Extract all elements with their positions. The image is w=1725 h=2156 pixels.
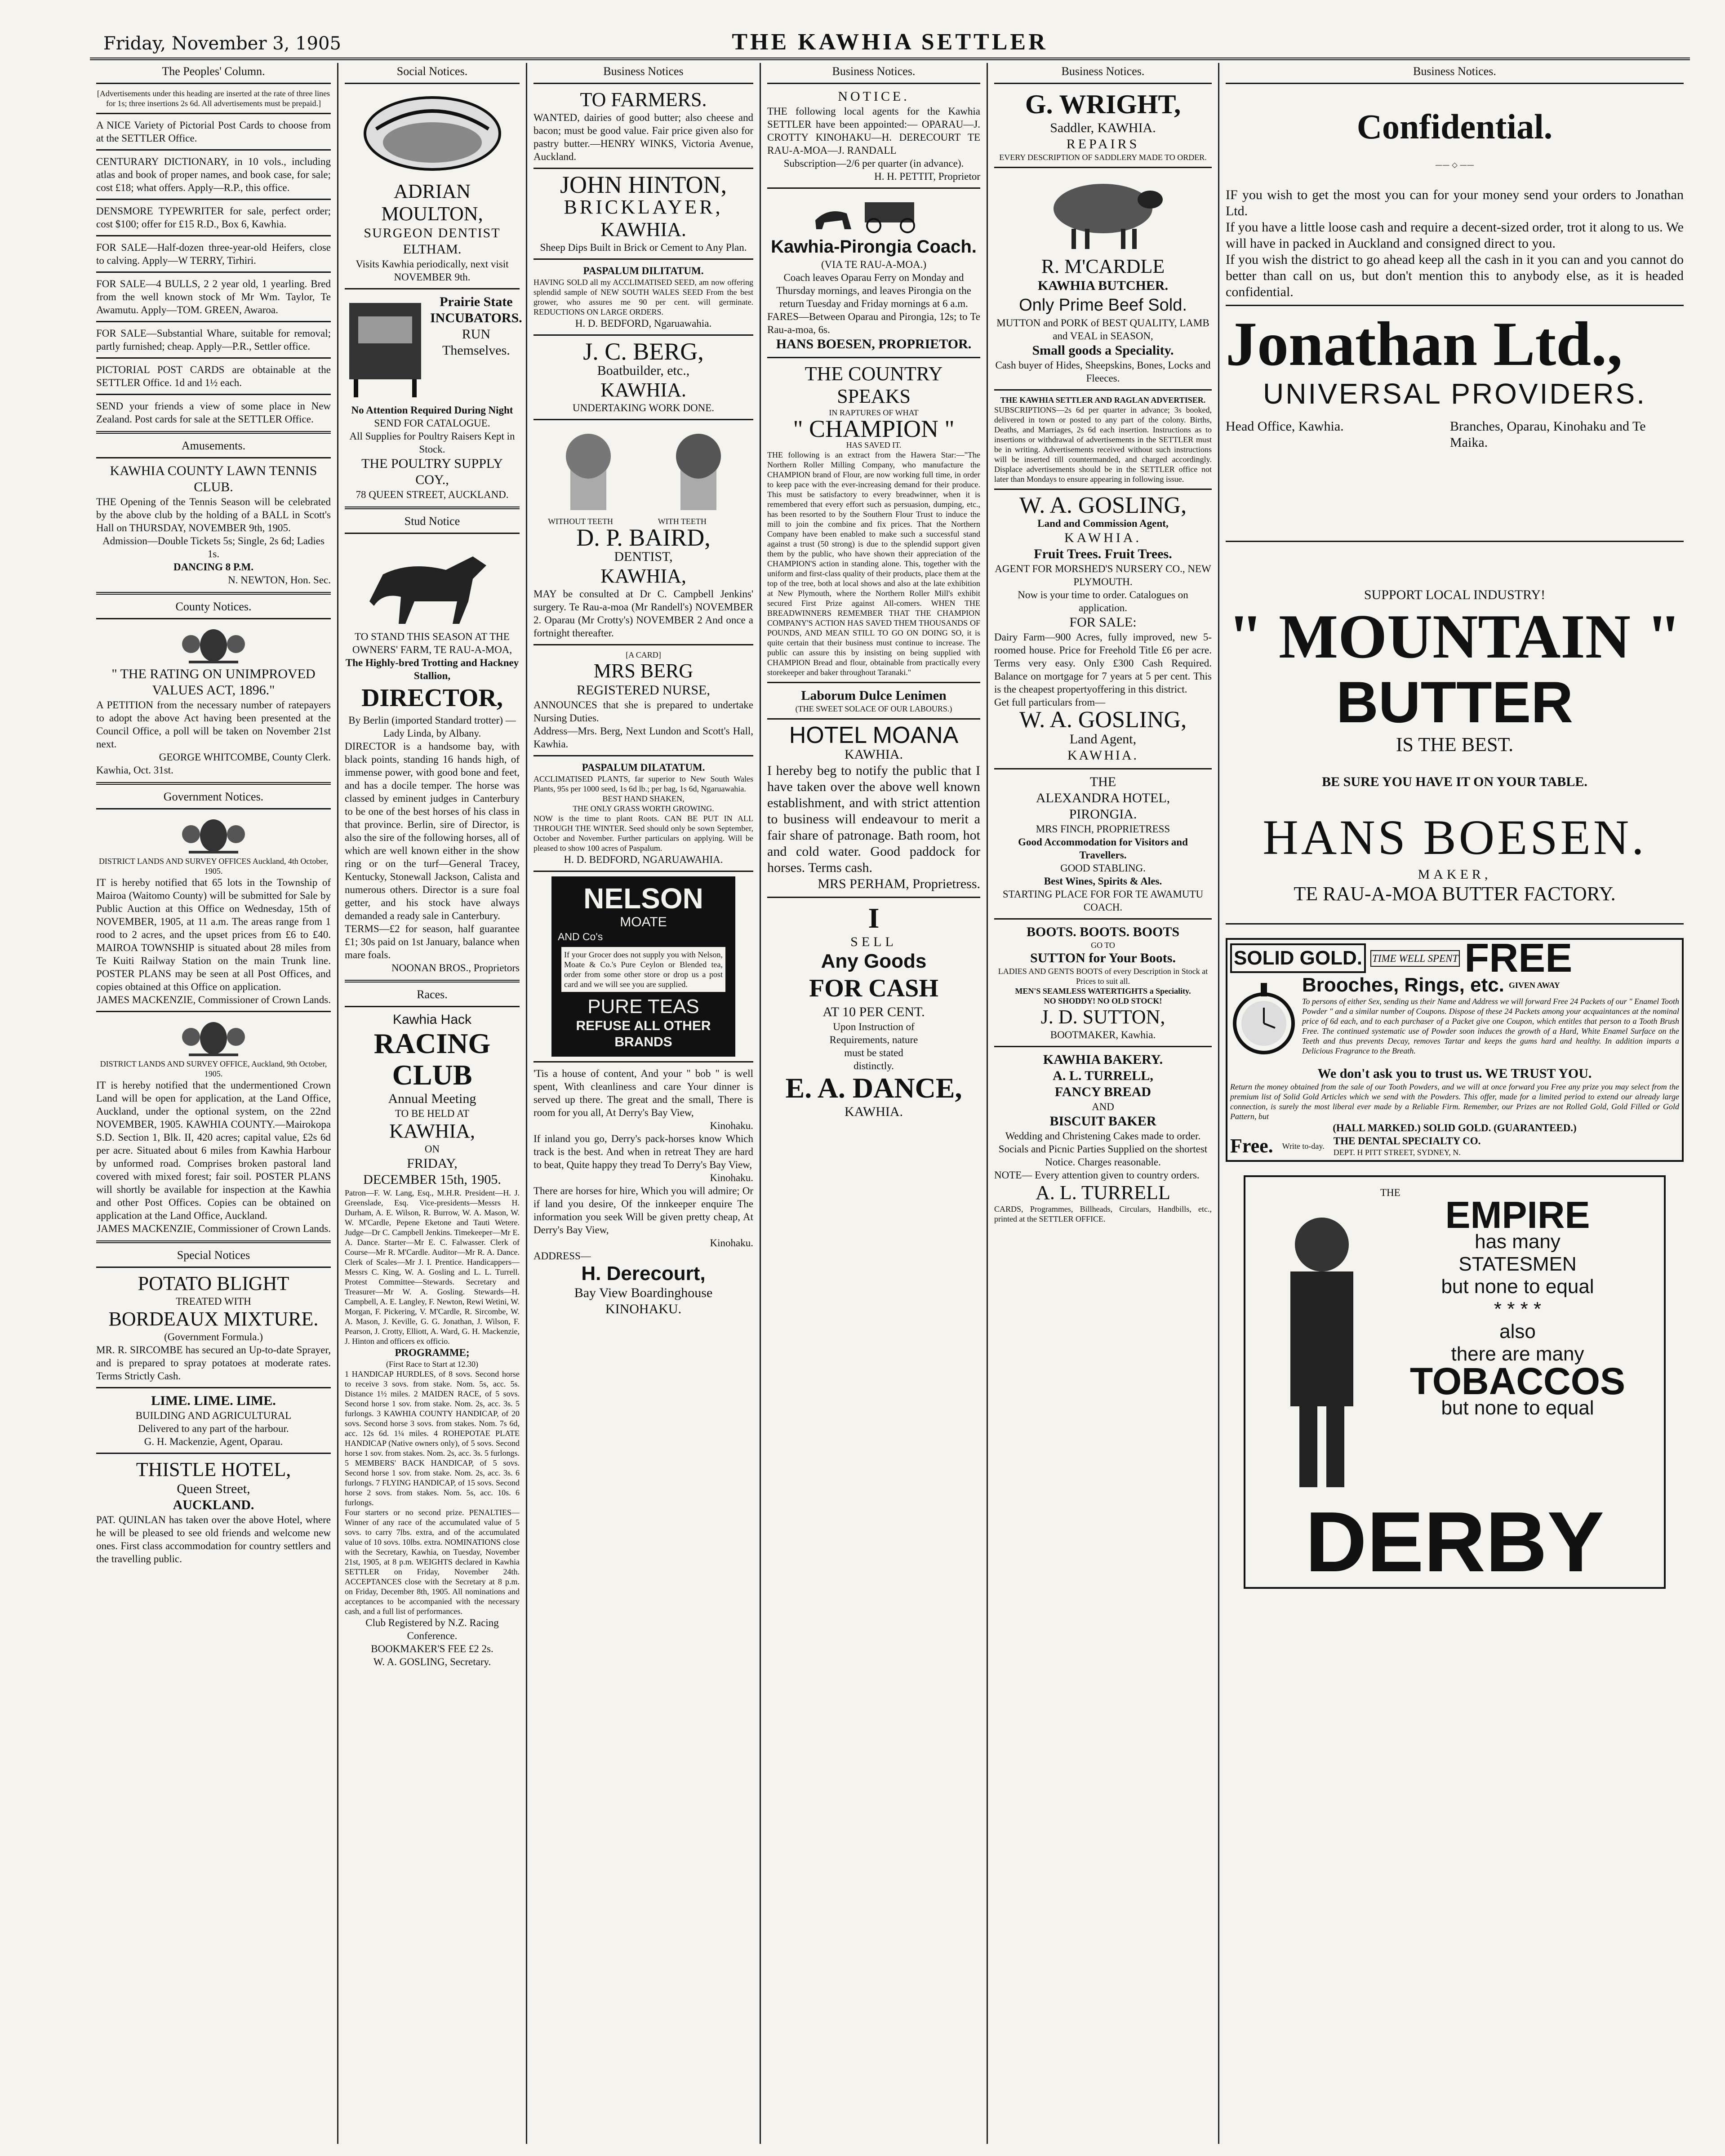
derby-brand: DERBY [1305,1494,1605,1590]
section-heading: Stud Notice [404,515,460,528]
incubator-company: THE POULTRY SUPPLY COY., [361,456,503,487]
section-heading: Government Notices. [163,790,264,803]
derecourt-name: H. Derecourt, [581,1262,706,1285]
govt-notice-header: DISTRICT LANDS AND SURVEY OFFICE, Auckland, 9th October, 1905. [100,1059,327,1078]
section-heading: Special Notices [177,1249,250,1262]
lime-sub: BUILDING AND AGRICULTURAL [135,1410,292,1421]
butcher-smallgoods: Small goods a Speciality. [1032,343,1174,358]
potato-mixture: BORDEAUX MIXTURE. [108,1308,319,1330]
alex-accommodation: Good Accommodation for Visitors and Travellers. [1018,836,1188,861]
alex-title: ALEXANDRA HOTEL, [1036,791,1170,805]
incubator-address: 78 QUEEN STREET, AUCKLAND. [356,489,509,500]
column-notice: [Advertisements under this heading are inserted at the rate of three lines for 1s; three insertions 2s 6d. All advertisements must be prepaid.] [97,89,330,108]
stud-name: DIRECTOR, [361,684,503,712]
jonathan-title: Jonathan Ltd., [1226,309,1623,379]
forsale-title: FOR SALE: [1069,615,1137,630]
derby-has-many: has many [1475,1231,1561,1253]
baird-town: KAWHIA, [600,565,686,587]
nelson-refuse: REFUSE ALL OTHER BRANDS [576,1018,711,1049]
stud-body: DIRECTOR is a handsome bay, with black points, standing 16 hands high, of immense power, with good bone and feet, and has a docile temper. The horse was classed by eminent judges in Canterbury to be one of the best horses of his class in that province. Berlin, sire of Director, is also the sire of the following horses, all of which are well known either in the show ring or on the turf—General Tracey, Kentucky, Stonewall Jackson, Calista and numerous others. Director is a sure foal getter, and his stock have always demanded a ready sale in Canterbury. [345,741,520,921]
sell-instruction: Upon Instruction of [833,1021,915,1032]
champion-body: THE following is an extract from the Hawera Star:—"The Northern Roller Milling Company, who manufacture the CHAMPION brand of Flour, are now working full time, in order to keep pace with the ever-increasing demand for their produce. This must be satisfactory to every breadwinner, when it is remembered that every effort such as persuasion, dumping, etc., has been resorted to by the Southern Flour Trust to induce the mill to join the combine and fix prices. That the Northern Company have been enabled to make such a successful stand against a trust (50 strong) is due to the splendid support given them by the public, who have shown their appreciation of the CHAMPION'S action in standing alone. This, together with the uniform and first-class quality of their products, place them at the top of the tree, both at local shows and also at the late exhibition at New Plymouth, where the Northern Roller Mill's exhibit secured First Prize against All-comers. WHEN THE BREADWINNERS REMEMBER THAT THE CHAMPION COMPANY'S ACTION HAS SAVED THEM THOUSANDS OF POUNDS, AND MEAN STILL TO GO ON DOING SO, it is quite certain that their business must continue to increase. The public can assure this by insisting on being supplied with CHAMPION Bread and flour, obtainable from practically every storekeeper and baker throughout Taranaki." [767,450,980,677]
masthead [90,26,1690,60]
classified-ad: CENTURARY DICTIONARY, in 10 vols., including atlas and book of proper names, and book case, for sale; cost £18; what offers. Apply—R.P., this office. [96,156,331,193]
derby-statesmen: STATESMEN [1458,1253,1577,1275]
coat-of-arms-icon [96,1017,331,1059]
jonathan-branches: Branches, Oparau, Kinohaku and Te Maika. [1450,419,1646,450]
stud-terms: TERMS—£2 for season, half guarantee £1; 30s paid on 1st January, balance when mare foals. [345,923,520,960]
teeth-illustration [534,425,753,526]
tennis-club-signature: N. NEWTON, Hon. Sec. [228,574,331,586]
sutton-name: J. D. SUTTON, [1040,1006,1165,1028]
derby-tobacco-ad [1244,1175,1666,1589]
stud-signature: NOONAN BROS., Proprietors [391,962,520,974]
gosling-name-2: W. A. GOSLING, [1019,707,1187,733]
dentist-name: ADRIAN MOULTON, [381,180,483,225]
rating-title: " THE RATING ON UNIMPROVED VALUES ACT, 1896." [111,667,316,698]
alex-stabling: GOOD STABLING. [1060,862,1146,874]
nelson-teas: PURE TEAS [587,996,699,1018]
thistle-street: Queen Street, [177,1481,250,1496]
nurse-name: MRS BERG [593,660,694,682]
paspalum2-notice: NOW is the time to plant Roots. CAN BE PUT IN ALL THROUGH THE WINTER. Seed should only be sown September, October and November. Further particulars on applying. Will be pleased to show 100 acres of Paspalum. [534,814,753,853]
poem-verse: 'Tis a house of content, And your " bob " is well spent, With cleanliness and care Your dinner is served up there. The great and the small, There is room for you all, At Derry's Bay View, [534,1068,753,1118]
poem-place: Kinohaku. [710,1120,753,1131]
confidential-para: If you have a little loose cash and require a decent-sized order, trot it along to us. We will have in packed in Auckland and consigned direct to you. [1226,220,1684,251]
hans-maker: MAKER, [1418,867,1492,882]
potato-body: MR. R. SIRCOMBE has secured an Up-to-date Sprayer, and is prepared to spray potatoes at moderate rates. Terms Strictly Cash. [96,1344,331,1382]
wright-repairs: REPAIRS [1066,137,1140,151]
race-club-line1: Kawhia Hack [392,1012,472,1027]
wright-saddlery: EVERY DESCRIPTION OF SADDLERY MADE TO ORDER. [999,153,1207,162]
alex-wines: Best Wines, Spirits & Ales. [1044,876,1162,887]
nelson-moate: MOATE [620,915,667,929]
section-heading: County Notices. [175,600,252,613]
lime-title: LIME. LIME. LIME. [151,1393,276,1408]
column-business-c [988,63,1218,2148]
butcher-name: R. M'CARDLE [1041,255,1165,277]
column-social [338,63,526,2148]
jonathan-head-office: Head Office, Kawhia. [1226,419,1344,434]
hinton-name: JOHN HINTON, [560,171,727,198]
rating-date: Kawhia, Oct. 31st. [96,765,173,776]
sell-goods: Any Goods [821,950,927,972]
coach-illustration [767,193,980,236]
bakery-signature: A. L. TURRELL [1036,1182,1170,1204]
berg-trade: Boatbuilder, etc., [597,363,690,378]
nelson-body: If your Grocer does not supply you with Nelson, Moate & Co.'s Pure Ceylon or Blended tea, order from some other store or drop us a post card and we will see you are supplied. [561,947,725,992]
race-annual: Annual Meeting [388,1091,476,1106]
without-teeth-label: WITHOUT TEETH [548,517,614,526]
tennis-club-dancing: DANCING 8 P.M. [173,561,254,573]
with-teeth-label: WITH TEETH [658,517,707,526]
column-heading: Business Notices. [1413,65,1496,78]
sell-word: SELL [850,934,897,949]
column-business-a [527,63,760,2148]
coach-fares: FARES—Between Oparau and Pirongia, 12s; to Te Rau-a-moa, 6s. [767,311,980,335]
gosling-fruit: Fruit Trees. Fruit Trees. [1034,547,1172,561]
race-footer: Four starters or no second prize. PENALTIES—Winner of any race of the accumulated value of 5 sovs. to carry 7lbs. extra, and of the accumulated value of 10 sovs. 10lbs. extra. NOMINATIONS close with the Secretary, Kawhia, on Tuesday, November 21st, 1905, at 8 p.m. WEIGHTS declared in Kawhia SETTLER on Friday, November 24th. ACCEPTANCES close with the Secretary at 8 p.m. on Friday, December 8th, 1905. All nominations and acceptances to be accompanied with the necessary cash, and a full list of performances. [345,1508,520,1616]
boots-no-shoddy: NO SHODDY! NO OLD STOCK! [1044,996,1162,1005]
gosling-agent: AGENT FOR MORSHED'S NURSERY CO., NEW PLYMOUTH. [995,563,1211,587]
newspaper-title: THE KAWHIA SETTLER [732,29,1048,55]
boots-sutton: SUTTON for Your Boots. [1030,951,1176,965]
column-peoples [90,63,337,2148]
govt-notice-body: IT is hereby notified that 65 lots in the Township of Mairoa (Waitomo County) will be submitted for Sale by Public Auction at this Office on Wednesday, 15th of NOVEMBER, 1905, at 11 a.m. The areas range from 1 rood to 2 acres, and the upset prices from £6 to £40. MAIROA TOWNSHIP is situated about 28 miles from Te Kuiti Railway Station on the main Trunk line. POSTER PLANS may be seen at all Post Offices, and copies obtained at this Office on application. [96,877,331,992]
coach-proprietor: HANS BOESEN, PROPRIETOR. [776,337,972,351]
gold-free: FREE [1464,936,1573,981]
column-heading: The Peoples' Column. [162,65,265,78]
farmers-title: TO FARMERS. [580,89,707,111]
race-programme-body: 1 HANDICAP HURDLES, of 8 sovs. Second horse to receive 3 sovs. from stake. Nom. 5s, acc. 5s. Distance 1½ miles. 2 MAIDEN RACE, of 5 sovs. Second horse 1 sov. from stake. Nom. 2s, acc. 3s. 5 furlongs. 3 KAWHIA COUNTY HANDICAP, of 20 sovs. Second horse 3 sovs. from stakes. Nom. 7s 6d, acc. 12s 6d. 1¼ miles. 4 ROHEPOTAE PLATE HANDICAP (Native owners only), of 5 sovs. Second horse 1 sov. from stakes. Nom. 2s, acc. 3s. 5 furlongs. 5 MEMBERS' BACK HANDICAP, of 5 sovs. Second horse 1 sov. from stake. Nom. 2s, acc. 3s. 6 furlongs. 7 FLYING HANDICAP, of 15 sovs. Second horse 2 sovs. from stakes. Nom. 5s, acc. 10s. 6 furlongs. [345,1369,520,1507]
rating-signature: GEORGE WHITCOMBE, County Clerk. [159,751,331,763]
gosling-town-2: KAWHIA. [1067,748,1139,763]
butter-factory: TE RAU-A-MOA BUTTER FACTORY. [1294,883,1616,905]
champion-title: THE COUNTRY SPEAKS [805,363,943,407]
bakery-owner: A. L. TURRELL, [1053,1068,1153,1083]
race-fee: BOOKMAKER'S FEE £2 2s. [371,1643,493,1654]
paspalum2-title: PASPALUM DILATATUM. [582,762,705,773]
derecourt-town: KINOHAKU. [605,1302,682,1316]
gosling-order: Now is your time to order. Catalogues on application. [1018,589,1188,613]
champion-sub: IN RAPTURES OF WHAT [829,408,919,417]
berg-town: KAWHIA. [600,379,686,401]
race-held: TO BE HELD AT [395,1108,470,1119]
settler-title: THE KAWHIA SETTLER AND RAGLAN ADVERTISER. [1000,396,1206,405]
hans-boesen-name: HANS BOESEN. [1263,810,1647,865]
notice-body: THE following local agents for the Kawhia SETTLER have been appointed:— OPARAU—J. CROTTY KINOHAKU—H. DERECOURT TE RAU-A-MOA—J. RANDALL [767,106,980,156]
govt-notice-header: DISTRICT LANDS AND SURVEY OFFICES Auckland, 4th October, 1905. [98,857,329,876]
confidential-title: Confidential. [1356,107,1553,146]
bakery-fancy: FANCY BREAD [1054,1085,1151,1099]
butter-best: IS THE BEST. [1396,733,1514,756]
confidential-para: IF you wish to get the most you can for your money send your orders to Jonathan Ltd. [1226,187,1684,218]
berg-name: J. C. BERG, [583,338,704,365]
coat-of-arms-icon [96,814,331,856]
bakery-biscuit: BISCUIT BAKER [1049,1114,1156,1129]
alex-coach: STARTING PLACE FOR FOR TE AWAMUTU COACH. [1002,889,1204,913]
derecourt-boardinghouse: Bay View Boardinghouse [574,1285,713,1300]
sell-stated: must be stated [844,1047,903,1058]
sutton-title: BOOTMAKER, Kawhia. [1050,1029,1156,1040]
paspalum2-line: THE ONLY GRASS WORTH GROWING. [573,804,714,813]
govt-notice-signature: JAMES MACKENZIE, Commissioner of Crown Lands. [97,1223,331,1234]
paspalum-body: HAVING SOLD all my ACCLIMATISED SEED, am now offering splendid sample of NEW SOUTH WALES SEED From the best grower, who assures me 90 per cent. will germinate. REDUCTIONS ON LARGE ORDERS. [534,278,753,316]
wright-name: G. WRIGHT, [1025,89,1181,119]
paspalum2-line: BEST HAND SHAKEN, [602,794,685,803]
gold-time: TIME WELL SPENT [1370,950,1460,967]
boots-goto: GO TO [1091,941,1115,950]
gold-address: DEPT. H PITT STREET, SYDNEY, N. [1333,1148,1461,1157]
gosling-title: Land and Commission Agent, [1037,518,1169,529]
notice-title: NOTICE. [838,89,910,104]
hinton-note: Sheep Dips Built in Brick or Cement to Any Plan. [540,242,747,253]
classified-ad: FOR SALE—Half-dozen three-year-old Heifers, close to calving. Apply—W TERRY, Tirhiri. [96,242,331,266]
dentist-title: SURGEON DENTIST [364,226,501,240]
race-date: DECEMBER 15th, 1905. [363,1172,501,1187]
butcher-title: KAWHIA BUTCHER. [1037,278,1169,293]
derby-also: also [1499,1320,1536,1342]
alex-proprietress: MRS FINCH, PROPRIETRESS [1036,823,1170,835]
dance-name: E. A. DANCE, [785,1072,962,1104]
sell-requirements: Requirements, nature [829,1034,918,1045]
paspalum2-signature: H. D. BEDFORD, NGARUAWAHIA. [564,854,723,865]
statesman-illustration [1254,1204,1389,1494]
sheep-illustration [994,173,1212,255]
lime-agent: G. H. Mackenzie, Agent, Oparau. [144,1436,283,1447]
butcher-buyer: Cash buyer of Hides, Sheepskins, Bones, Locks and Fleeces. [995,360,1211,384]
moana-town: KAWHIA. [844,747,903,762]
tennis-club-body: THE Opening of the Tennis Season will be celebrated by the above club by the holding of a BALL in Scott's Hall on THURSDAY, NOVEMBER 9th, 1905. [96,496,331,533]
classified-ad: A NICE Variety of Pictorial Post Cards to choose from at the SETTLER Office. [96,120,331,144]
column-heading: Social Notices. [396,65,468,78]
gold-free-footer: Free. [1230,1134,1273,1157]
nurse-body: ANNOUNCES that she is prepared to undertake Nursing Duties. [534,699,753,724]
classified-ad: PICTORIAL POST CARDS are obtainable at the SETTLER Office. 1d and 1½ each. [96,364,331,388]
race-officials: Patron—F. W. Lang, Esq., M.H.R. President—H. J. Greenslade, Esq. Vice-presidents—Messrs H. Durham, A. E. Wilson, R. Burrow, W. A. Mason, W. W. M'Cardle, Pepene Eketone and Tauti Wetere. Judge—Dr C. Campbell Jenkins. Timekeeper—Mr E. A. Dance. Starter—Mr E. C. Falwasser. Clerk of Course—Mr R. M'Cardle. Auditor—Mr R. A. Dance. Clerk of Scales—Mr J. I. Prentice. Handicappers—Messrs C. King, W. A. Gosling and L. L. Turrell. Protest Committee—Stewards. Secretary and Treasurer—Mr W. A. Gosling. Stewards—H. Campbell, A. E. Langley, F. Newton, Rewi Wetini, W. Morgan, F. Pickering, V. M'Cardle, R. Sircombe, W. A. Mason, J. Keville, G. G. Jonathan, J. Wilson, F. Pearson, J. Crotty, Elliott, A. Ward, G. H. Mackenzie, J. Hinton and officers ex officio. [345,1188,520,1346]
paspalum-signature: H. D. BEDFORD, Ngaruawahia. [575,318,712,329]
coach-title: Kawhia-Pirongia Coach. [771,237,977,257]
stud-breed: The Highly-bred Trotting and Hackney Stallion, [345,657,519,681]
gold-write: Write to-day. [1282,1141,1325,1151]
column-business-wide: Business Notices. Confidential. —— ◇ —— IF you wish to get the most you can for your money send your orders to Jonathan Ltd. If you have a little loose cash and require a decent-sized order, trot it along to us. We will have in packed in Auckland and consigned direct to you. If you wish the district to go ahead keep all the cash in it you can and you cannot do better than call on us, but don't mention this to anybody else, as it is headed confidential. Jonathan Ltd., UNIVERSAL PROVIDERS. Head Office, Kawhia. Branches, Oparau, Kinohaku and Te Maika. SUPPORT LOCAL INDUSTRY! " MOUNTAIN " BUTTER IS THE BEST. BE SURE YOU HAVE IT ON YOUR TABLE. HANS BOESEN. MAKER, TE RAU-A-MOA BUTTER FACTORY. SOLID GOLD. TIME WELL SPENT FREE Brooches, Rings, etc. GIVEN AWAY To persons of either Sex, sending us their Name and Address we will forward Free 24 Packets of our " Enamel Tooth Powder " and a similar number of Coupons. Dispose of these 24 Packets among your acquaintances at the nominal price of 6d each, and to each purchaser of a Packet give one Coupon, which entitles that person to a Tooth Brush Free. The continued systematic use of Powder soon induces the growth of a Hard, White Enamel Surface on the Teeth and thus prevents Decay, removes Tartar and keeps the gums hard and healthy. In addition imparts a Delicious Fragrance to the Breath. We don't ask you to trust us. WE TRUST YOU. Return the money obtained from the sale of our Tooth Powders, and we will at once forward you Free any prize you may select from the premium list of Solid Gold Articles which we send with the Powders. This offer, made for a limited period to extend our already large connection, is surely the most liberal ever made by a Reliable Firm. Remember, our Prizes are not Rolled Gold, Gold Filled or Gold Pattern, but (HALL MARKED.) SOLID GOLD. (GUARANTEED.) Free. Write to-day. THE DENTAL SPECIALTY CO. DEPT. H PITT STREET, SYDNEY, N. THE EMPIRE has many STATESMEN but none to equal * * * * also there are many TOBACCOS but none to equal DERBY [1226,65,1684,1590]
potato-formula: (Government Formula.) [164,1331,263,1342]
nelson-title: NELSON [583,882,703,915]
derby-tobaccos: TOBACCOS [1409,1360,1626,1402]
labor-sub: (THE SWEET SOLACE OF OUR LABOURS.) [795,704,952,713]
column-heading: Business Notices. [1061,65,1145,78]
classified-ad: DENSMORE TYPEWRITER for sale, perfect order; cost $100; offer for £15 R.D., Box 6, Kawhia. [96,205,331,230]
bakery-body: Wedding and Christening Cakes made to order. Socials and Picnic Parties Supplied on the shortest Notice. Charges reasonable. [998,1130,1208,1168]
support-industry: SUPPORT LOCAL INDUSTRY! [1364,587,1546,602]
race-day: FRIDAY, [407,1156,458,1171]
bakery-note: NOTE— Every attention given to country orders. [994,1169,1200,1181]
gold-badge: SOLID GOLD. [1230,943,1366,973]
incubator-tagline: RUN Themselves. [442,327,510,358]
butcher-beef: Only Prime Beef Sold. [1019,296,1187,315]
champion-saved: HAS SAVED IT. [846,440,902,449]
section-heading: Races. [417,988,448,1001]
poem-place: Kinohaku. [710,1237,753,1249]
notice-subscription: Subscription—2/6 per quarter (in advance). [783,158,964,169]
horse-illustration [345,538,520,630]
hinton-trade: BRICKLAYER, [564,196,723,218]
butter-besure: BE SURE YOU HAVE IT ON YOUR TABLE. [1322,774,1587,789]
race-on: ON [424,1143,440,1155]
race-programme-title: PROGRAMME; [395,1347,470,1358]
nelson-cos: AND Co's [558,931,603,942]
settler-body: SUBSCRIPTIONS—2s 6d per quarter in advance; 3s booked, delivered in town or posted to any part of the colony. Births, Deaths, and Marriages, 2s 6d each insertion. Instructions as to insertions or withdrawal of advertisements in the SETTLER must be in writing. Advertisements received without such instructions will be inserted till countermanded, and charged accordingly. Displace advertisements should be in the SETTLER office not later than Mondays to ensure appearing in following issue. [994,405,1212,484]
rating-body: A PETITION from the necessary number of ratepayers to adopt the above Act having been presented at the Council Office, a poll will be taken on November 21st next. [96,699,331,750]
card-label: [A CARD] [626,650,661,659]
gold-body-2: Return the money obtained from the sale of our Tooth Powders, and we will at once forward you Free any prize you may select from the premium list of Solid Gold Articles which we send with the Powders. This offer, made for a limited period to extend our already large connection, is surely the most liberal ever made by a Reliable Firm. Remember, our Prizes are not Rolled Gold, Gold Filled or Gold Pattern, but [1230,1082,1679,1121]
nurse-title: REGISTERED NURSE, [577,683,710,698]
gosling-land-agent: Land Agent, [1069,732,1137,747]
confidential-para: If you wish the district to go ahead keep all the cash in it you can and you cannot do better than call on us, but don't mention this to anybody else, as it is headed confidential. [1226,252,1684,299]
moana-title: HOTEL MOANA [789,722,959,748]
race-signature: W. A. GOSLING, Secretary. [373,1656,491,1667]
poem-place: Kinohaku. [710,1172,753,1183]
berg-note: UNDERTAKING WORK DONE. [572,402,715,413]
derby-empire: EMPIRE [1445,1194,1590,1236]
poem-verse: If inland you go, Derry's pack-horses know Which track is the best. And when in retreat They are hard to beat, Quite happy they tread To Derry's Bay View, [534,1133,753,1170]
notice-signature: H. H. PETTIT, Proprietor [874,171,980,182]
derby-stars: * * * * [1494,1298,1542,1320]
coach-route: (VIA TE RAU-A-MOA.) [821,259,927,270]
gosling-town: KAWHIA. [1064,530,1142,545]
gold-company: THE DENTAL SPECIALTY CO. [1333,1135,1481,1147]
sell-cash: FOR CASH [809,974,938,1002]
baird-title: DENTIST, [614,549,673,564]
sell-distinctly: distinctly. [854,1060,894,1071]
potato-subtitle: TREATED WITH [176,1296,251,1307]
tennis-club-title: KAWHIA COUNTY LAWN TENNIS CLUB. [110,463,317,494]
printing-notice: CARDS, Programmes, Billheads, Circulars, Handbills, etc., printed at the SETTLER OFFICE. [994,1205,1212,1223]
paspalum2-body: ACCLIMATISED PLANTS, far superior to New South Wales Plants, 95s per 1000 seed, 1s 6d lb.; per bag, 1s 6d, Ngaruawahia. [534,774,753,793]
race-club-registration: Club Registered by N.Z. Racing Conference. [365,1617,499,1641]
hinton-town: KAWHIA. [600,218,686,240]
nelson-tea-ad [551,876,735,1057]
potato-title: POTATO BLIGHT [138,1272,289,1294]
dentist-town: ELTHAM. [403,242,462,257]
sell-percent: AT 10 PER CENT. [822,1005,925,1019]
paspalum-title: PASPALUM DILITATUM. [583,265,704,276]
section-heading: Amusements. [181,439,246,452]
gold-hallmarked: (HALL MARKED.) SOLID GOLD. (GUARANTEED.) [1333,1122,1577,1134]
bakery-title: KAWHIA BAKERY. [1043,1052,1163,1067]
butcher-meats: MUTTON and PORK of BEST QUALITY, LAMB and VEAL in SEASON, [996,317,1209,342]
tennis-club-admission: Admission—Double Tickets 5s; Single, 2s 6d; Ladies 1s. [102,535,325,560]
dance-town: KAWHIA. [844,1104,903,1119]
incubator-illustration [345,294,426,404]
column-heading: Business Notices. [832,65,916,78]
dental-gold-ad [1226,938,1684,1162]
jonathan-providers: UNIVERSAL PROVIDERS. [1263,378,1646,410]
poem-verse: There are horses for hire, Which you will admire; Or if land you desire, Of the innkeeper enquire The information you seek Will be given pretty cheap, At Derry's Bay View, [534,1185,753,1236]
forsale-particulars: Get full particulars from— [994,697,1106,708]
boots-watertights: MEN'S SEAMLESS WATERTIGHTS a Speciality. [1015,987,1191,996]
incubator-title: Prairie State INCUBATORS. [430,294,522,325]
issue-date: Friday, November 3, 1905 [103,33,341,54]
thistle-city: AUCKLAND. [173,1498,254,1512]
champion-brand: " CHAMPION " [793,415,955,442]
gold-body: To persons of either Sex, sending us their Name and Address we will forward Free 24 Packets of our " Enamel Tooth Powder " and a similar number of Coupons. Dispose of these 24 Packets among your acquaintances at the nominal price of 6d each, and to each purchaser of a Packet give one Coupon, which entitles that person to a Tooth Brush Free. The continued systematic use of Powder soon induces the growth of a Hard, White Enamel Surface on the Teeth and thus prevents Decay, removes Tartar and keeps the gums hard and healthy. In addition imparts a Delicious Fragrance to the Breath. [1302,997,1679,1055]
butter-title: BUTTER [1336,669,1574,735]
derby-none: but none to equal [1441,1276,1594,1298]
coach-body: Coach leaves Oparau Ferry on Monday and Thursday mornings, and leaves Pirongia on the return Tuesday and Friday mornings at 6 a.m. [776,272,971,309]
thistle-body: PAT. QUINLAN has taken over the above Hotel, where he will be pleased to see old friends and welcome new ones. First class accommodation for country settlers and the travelling public. [96,1514,331,1565]
baird-name: D. P. BAIRD, [576,524,711,551]
gold-brooches: Brooches, Rings, etc. [1302,974,1504,996]
gold-given: GIVEN AWAY [1508,981,1560,990]
sell-i: I [868,902,880,934]
derecourt-address-label: ADDRESS— [534,1250,591,1262]
forsale-body: Dairy Farm—900 Acres, fully improved, new 5-roomed house. Price for Freehold Title £6 per acre. Terms very easy. Only £300 Cash Required. Balance on mortgage for 7 years at 5 per cent. This is the cheapest propertyoffering in this district. [994,631,1212,695]
derby-there-are: there are many [1451,1343,1584,1365]
classified-ad: FOR SALE—Substantial Whare, suitable for removal; partly furnished; cheap. Apply—P.R., Settler office. [96,328,331,352]
labor-title: Laborum Dulce Lenimen [801,688,947,703]
mountain-title: " MOUNTAIN " [1228,602,1681,671]
race-club-title: RACING CLUB [373,1027,491,1091]
govt-notice-body: IT is hereby notified that the undermentioned Crown Land will be open for application, at the Land Office, Auckland, under the optional system, on the 22nd NOVEMBER, 1905. KAWHIA COUNTY.—Mairokopa S.D. Section 1, Blk. II, 420 acres; capital value, £2s 6d per acre. Situated about 6 miles from Kawhia Harbour by unformed road. Comprises broken pastoral land covered with mixed forest; fair soil. POSTER PLANS will shortly be available for inspection at the Kawhia and other Post Offices. Copies can be obtained on application at the Land Office, Auckland. [96,1080,331,1221]
classified-ad: FOR SALE—4 BULLS, 2 2 year old, 1 yearling. Bred from the well known stock of Mr Wm. Taylor, Te Awamutu. Apply—TOM. GREEN, Awaroa. [96,278,331,316]
alex-the: THE [1089,774,1116,789]
gold-trust: We don't ask you to trust us. WE TRUST YOU. [1317,1066,1592,1081]
alex-town: PIRONGIA. [1069,807,1137,822]
stud-pedigree: By Berlin (imported Standard trotter) —Lady Linda, by Albany. [348,715,516,739]
moana-body: I hereby beg to notify the public that I have taken over the above well known establishment, and with strict attention to business will endeavour to merit a fair share of patronage. Bath room, hot and cold water. Good paddock for horses. Terms cash. [767,763,980,875]
farmers-body: WANTED, dairies of good butter; also cheese and bacon; must be good value. Fair price given also for pastry butter.—HENRY WINKS, Victoria Avenue, Auckland. [534,112,753,162]
dentist-visit: Visits Kawhia periodically, next visit NOVEMBER 9th. [356,258,509,283]
lime-delivery: Delivered to any part of the harbour. [138,1423,289,1434]
wright-trade: Saddler, KAWHIA. [1050,120,1156,135]
incubator-catalogue: SEND FOR CATALOGUE. [374,418,490,429]
race-town: KAWHIA, [389,1120,475,1142]
column-business-b [761,63,987,2148]
incubator-note: No Attention Required During Night [351,405,513,416]
column-heading: Business Notices [603,65,684,78]
watch-icon [1230,974,1298,1066]
dentures-illustration [345,89,520,180]
incubator-supplies: All Supplies for Poultry Raisers Kept in Stock. [349,431,515,455]
gosling-name: W. A. GOSLING, [1019,493,1187,518]
moana-signature: MRS PERHAM, Proprietress. [818,876,980,891]
derby-the: THE [1380,1187,1400,1198]
boots-title: BOOTS. BOOTS. BOOTS [1026,925,1180,939]
stud-location: TO STAND THIS SEASON AT THE OWNERS' FARM, TE RAU-A-MOA, [352,631,512,655]
thistle-title: THISTLE HOTEL, [136,1458,291,1480]
derby-none-2: but none to equal [1441,1397,1594,1419]
boots-stock: LADIES AND GENTS BOOTS of every Description in Stock at Prices to suit all. [998,967,1208,986]
race-programme-start: (First Race to Start at 12.30) [386,1360,478,1369]
coat-of-arms-icon [96,624,331,666]
govt-notice-signature: JAMES MACKENZIE, Commissioner of Crown Lands. [97,994,331,1005]
baird-body: MAY be consulted at Dr C. Campbell Jenkins' surgery. Te Rau-a-moa (Mr Randell's) NOVEMBER 2. Oparau (Mr Crotty's) NOVEMBER 2 And once a fortnight thereafter. [534,588,753,639]
classified-ad: SEND your friends a view of some place in New Zealand. Post cards for sale at the SETTLER Office. [96,400,331,425]
bakery-and: AND [1092,1101,1114,1112]
nurse-address: Address—Mrs. Berg, Next Lundon and Scott's Hall, Kawhia. [534,725,753,750]
